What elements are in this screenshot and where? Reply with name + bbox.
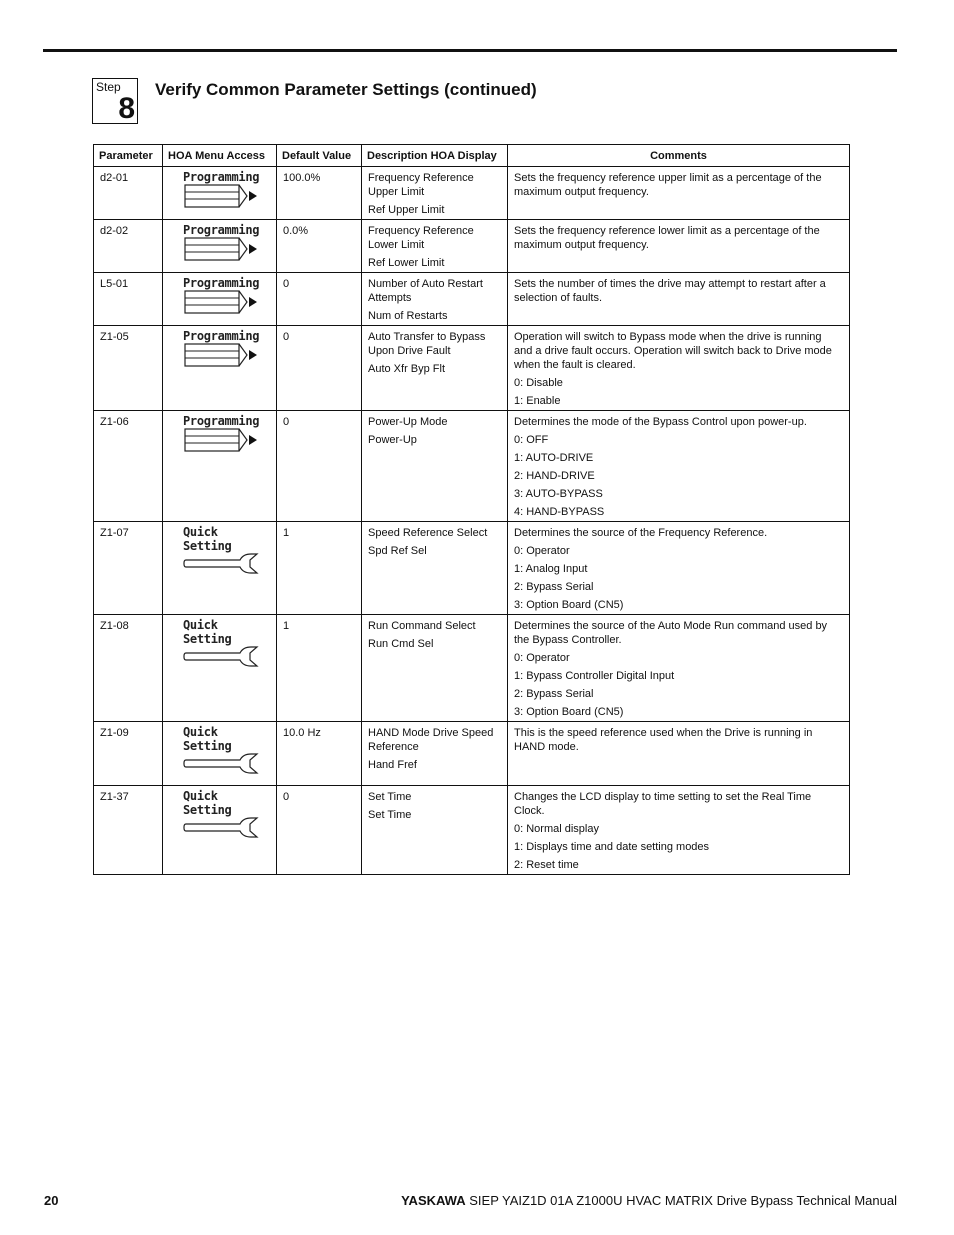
header-description: Description HOA Display: [362, 145, 508, 167]
wrench-icon: [183, 618, 269, 676]
description-line: Speed Reference Select: [368, 527, 488, 539]
menu-icon-label: Quick Setting: [183, 618, 232, 646]
pencil-graphic: [183, 237, 269, 263]
comment-option: 0: OFF: [514, 434, 549, 446]
header-comments: Comments: [508, 145, 850, 167]
hoa-display-text: Run Cmd Sel: [368, 638, 434, 650]
hoa-display-text: Num of Restarts: [368, 310, 448, 322]
comment-line: maximum output frequency.: [514, 239, 649, 251]
cell-description: [362, 522, 508, 615]
table-row: [94, 615, 850, 722]
cell-hoa-menu-access: [163, 411, 277, 522]
wrench-graphic: [183, 553, 269, 583]
menu-icon-label: Programming: [183, 170, 260, 184]
cell-comments: [508, 786, 850, 875]
programming-icon: [183, 223, 269, 263]
comment-line: the Bypass Controller.: [514, 634, 622, 646]
comment-line: Determines the source of the Auto Mode Run command used by: [514, 620, 828, 632]
cell-comments: [508, 326, 850, 411]
cell-comments: [508, 522, 850, 615]
table-row: [94, 522, 850, 615]
step-number: 8: [118, 92, 135, 125]
step-badge: [92, 78, 138, 124]
wrench-graphic: [183, 646, 269, 676]
cell-default-value: [277, 411, 362, 522]
wrench-icon: [183, 725, 269, 783]
cell-default-value: [277, 326, 362, 411]
comment-line: Clock.: [514, 805, 545, 817]
menu-icon-label: Programming: [183, 329, 260, 343]
cell-comments: [508, 615, 850, 722]
table-row: [94, 273, 850, 326]
cell-parameter: [94, 722, 163, 786]
default-value: 1: [283, 620, 290, 632]
cell-parameter: [94, 167, 163, 220]
comment-line: Operation will switch to Bypass mode when the drive is running: [514, 331, 822, 343]
table-row: [94, 220, 850, 273]
comment-option: 0: Disable: [514, 377, 563, 389]
programming-icon: [183, 276, 269, 316]
cell-comments: [508, 273, 850, 326]
cell-default-value: [277, 615, 362, 722]
hoa-display-text: Hand Fref: [368, 759, 417, 771]
default-value: 0: [283, 416, 290, 428]
comment-option: 0: Operator: [514, 545, 570, 557]
cell-default-value: [277, 273, 362, 326]
pencil-graphic: [183, 184, 269, 210]
table-row: [94, 326, 850, 411]
cell-description: [362, 273, 508, 326]
cell-parameter: [94, 273, 163, 326]
footer-brand: YASKAWA: [401, 1193, 466, 1208]
cell-hoa-menu-access: [163, 722, 277, 786]
cell-hoa-menu-access: [163, 786, 277, 875]
pencil-graphic: [183, 343, 269, 369]
comment-option: 1: Displays time and date setting modes: [514, 841, 710, 853]
default-value: 0: [283, 791, 290, 803]
description-line: Upper Limit: [368, 186, 425, 198]
comment-option: 2: HAND-DRIVE: [514, 470, 595, 482]
description-line: HAND Mode Drive Speed: [368, 727, 494, 739]
default-value: 0.0%: [283, 225, 309, 237]
comment-line: Sets the frequency reference upper limit as a percentage of the: [514, 172, 822, 184]
cell-parameter: [94, 615, 163, 722]
comment-option: 1: AUTO-DRIVE: [514, 452, 594, 464]
header-hoa-menu-access: HOA Menu Access: [163, 145, 277, 167]
default-value: 0: [283, 331, 290, 343]
cell-hoa-menu-access: [163, 220, 277, 273]
cell-comments: [508, 167, 850, 220]
hoa-display-text: Auto Xfr Byp Flt: [368, 363, 446, 375]
parameter-table: [93, 144, 850, 875]
comment-option: 3: AUTO-BYPASS: [514, 488, 603, 500]
parameter-code: d2-02: [100, 225, 129, 237]
pencil-graphic: [183, 428, 269, 454]
comment-option: 1: Bypass Controller Digital Input: [514, 670, 675, 682]
comment-line: and a drive fault occurs. Operation will switch back to Drive mode: [514, 345, 832, 357]
step-label: Step: [96, 80, 121, 94]
cell-description: [362, 167, 508, 220]
wrench-icon: [183, 789, 269, 847]
description-line: Frequency Reference: [368, 172, 474, 184]
comment-option: 2: Bypass Serial: [514, 688, 594, 700]
cell-description: [362, 411, 508, 522]
description-line: Auto Transfer to Bypass: [368, 331, 486, 343]
cell-hoa-menu-access: [163, 326, 277, 411]
comment-option: 0: Normal display: [514, 823, 599, 835]
cell-parameter: [94, 411, 163, 522]
menu-icon-label: Quick Setting: [183, 789, 232, 817]
hoa-display-text: Ref Upper Limit: [368, 204, 445, 216]
cell-default-value: [277, 220, 362, 273]
menu-icon-label: Programming: [183, 276, 260, 290]
cell-parameter: [94, 220, 163, 273]
comment-line: Changes the LCD display to time setting to set the Real Time: [514, 791, 812, 803]
comment-option: 3: Option Board (CN5): [514, 706, 624, 718]
menu-icon-label: Quick Setting: [183, 525, 232, 553]
pencil-graphic: [183, 290, 269, 316]
cell-default-value: [277, 722, 362, 786]
description-line: Upon Drive Fault: [368, 345, 451, 357]
comment-line: HAND mode.: [514, 741, 579, 753]
description-line: Set Time: [368, 791, 412, 803]
wrench-graphic: [183, 817, 269, 847]
table-row: [94, 167, 850, 220]
page-number: 20: [44, 1193, 59, 1208]
hoa-display-text: Power-Up: [368, 434, 417, 446]
table-header-row: [94, 145, 850, 167]
footer-manual-title: SIEP YAIZ1D 01A Z1000U HVAC MATRIX Drive Bypass Technical Manual: [469, 1193, 897, 1208]
menu-icon-label: Programming: [183, 414, 260, 428]
hoa-display-text: Ref Lower Limit: [368, 257, 445, 269]
parameter-code: Z1-05: [100, 331, 129, 343]
comment-line: selection of faults.: [514, 292, 603, 304]
parameter-code: Z1-06: [100, 416, 129, 428]
page-heading: Verify Common Parameter Settings (continued): [155, 80, 537, 99]
comment-option: 3: Option Board (CN5): [514, 599, 624, 611]
description-line: Lower Limit: [368, 239, 425, 251]
cell-comments: [508, 722, 850, 786]
menu-icon-label: Programming: [183, 223, 260, 237]
description-line: Reference: [368, 741, 419, 753]
cell-hoa-menu-access: [163, 167, 277, 220]
wrench-graphic: [183, 753, 269, 783]
parameter-code: Z1-07: [100, 527, 129, 539]
comment-option: 4: HAND-BYPASS: [514, 506, 605, 518]
cell-description: [362, 615, 508, 722]
comment-line: Sets the number of times the drive may attempt to restart after a: [514, 278, 826, 290]
comment-line: maximum output frequency.: [514, 186, 649, 198]
comment-line: when the fault is cleared.: [514, 359, 636, 371]
comment-line: Sets the frequency reference lower limit as a percentage of the: [514, 225, 820, 237]
default-value: 0: [283, 278, 290, 290]
cell-default-value: [277, 167, 362, 220]
description-line: Run Command Select: [368, 620, 476, 632]
parameter-code: Z1-09: [100, 727, 129, 739]
description-line: Number of Auto Restart: [368, 278, 483, 290]
programming-icon: [183, 170, 269, 210]
parameter-code: L5-01: [100, 278, 129, 290]
top-rule: [43, 49, 897, 52]
cell-description: [362, 786, 508, 875]
parameter-code: d2-01: [100, 172, 129, 184]
cell-parameter: [94, 326, 163, 411]
cell-description: [362, 326, 508, 411]
comment-option: 2: Reset time: [514, 859, 579, 871]
cell-description: [362, 220, 508, 273]
programming-icon: [183, 414, 269, 454]
cell-comments: [508, 220, 850, 273]
cell-parameter: [94, 522, 163, 615]
description-line: Power-Up Mode: [368, 416, 448, 428]
comment-option: 2: Bypass Serial: [514, 581, 594, 593]
table-row: [94, 411, 850, 522]
cell-comments: [508, 411, 850, 522]
description-line: Frequency Reference: [368, 225, 474, 237]
programming-icon: [183, 329, 269, 369]
table-row: [94, 786, 850, 875]
table-row: [94, 722, 850, 786]
header-default-value: Default Value: [277, 145, 362, 167]
menu-icon-label: Quick Setting: [183, 725, 232, 753]
description-line: Attempts: [368, 292, 412, 304]
cell-hoa-menu-access: [163, 273, 277, 326]
footer-title: [401, 1193, 897, 1208]
cell-parameter: [94, 786, 163, 875]
wrench-icon: [183, 525, 269, 583]
parameter-code: Z1-08: [100, 620, 129, 632]
cell-default-value: [277, 786, 362, 875]
comment-option: 1: Analog Input: [514, 563, 588, 575]
default-value: 1: [283, 527, 290, 539]
hoa-display-text: Set Time: [368, 809, 412, 821]
parameter-code: Z1-37: [100, 791, 129, 803]
default-value: 10.0 Hz: [283, 727, 321, 739]
comment-line: Determines the mode of the Bypass Control upon power-up.: [514, 416, 807, 428]
cell-hoa-menu-access: [163, 522, 277, 615]
comment-option: 0: Operator: [514, 652, 570, 664]
default-value: 100.0%: [283, 172, 321, 184]
cell-hoa-menu-access: [163, 615, 277, 722]
cell-description: [362, 722, 508, 786]
cell-default-value: [277, 522, 362, 615]
header-parameter: Parameter: [94, 145, 163, 167]
comment-line: Determines the source of the Frequency Reference.: [514, 527, 768, 539]
hoa-display-text: Spd Ref Sel: [368, 545, 427, 557]
comment-line: This is the speed reference used when the Drive is running in: [514, 727, 813, 739]
comment-option: 1: Enable: [514, 395, 561, 407]
